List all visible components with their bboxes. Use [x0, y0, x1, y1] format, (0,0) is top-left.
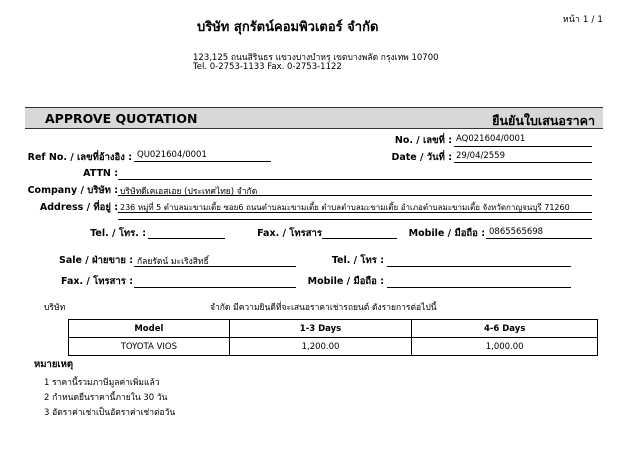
intro-text: จำกัด มีความยินดีที่จะเสนอราคาเช่ารถยนต์ ดังรายการต่อไปนี้ [210, 303, 437, 313]
cell-price-1-3: 1,200.00 [229, 338, 412, 356]
sales-tel-underline [387, 266, 571, 267]
mobile-label: Mobile / มือถือ : [408, 228, 485, 239]
tel-underline [148, 238, 225, 239]
tel-label: Tel. / โทร. : [90, 228, 146, 239]
no-label: No. / เลขที่ : [394, 135, 452, 146]
title-english: APPROVE QUOTATION [45, 111, 198, 126]
mobile-underline [486, 238, 592, 239]
sale-underline [134, 266, 296, 267]
note-item: 2 กำหนดยืนราคานี้ภายใน 30 วัน [44, 393, 168, 403]
address-underline [118, 212, 592, 213]
sales-tel-label: Tel. / โทร : [331, 255, 384, 266]
attn-label: ATTN : [83, 168, 118, 179]
title-bar [25, 107, 603, 129]
sale-label: Sale / ฝ่ายขาย : [58, 255, 133, 266]
note-item: 1 ราคานี้รวมภาษีมูลค่าเพิ่มแล้ว [44, 378, 160, 388]
sales-mobile-label: Mobile / มือถือ : [307, 276, 384, 287]
sales-mobile-underline [387, 287, 571, 288]
quotation-table [68, 319, 598, 356]
ref-value: QU021604/0001 [137, 150, 207, 160]
attn-underline [118, 179, 592, 180]
cell-model: TOYOTA VIOS [69, 338, 230, 356]
date-value: 29/04/2559 [456, 151, 505, 161]
company-name: บริษัท สุกรัตน์คอมพิวเตอร์ จำกัด [197, 20, 379, 35]
company-label: Company / บริษัท : [27, 185, 118, 196]
address-underline-2 [118, 219, 592, 220]
notes-title: หมายเหตุ [34, 359, 74, 370]
table-header-row [69, 320, 598, 338]
ref-underline [134, 161, 271, 162]
sale-value: กัลยรัตน์ มะเริงสิทธิ์ [137, 257, 209, 267]
date-label: Date / วันที่ : [391, 152, 452, 163]
cell-price-4-6: 1,000.00 [412, 338, 598, 356]
fax-label: Fax. / โทรสาร [257, 228, 322, 239]
note-item: 3 อัตราค่าเช่าเป็นอัตราค่าเช่าต่อวัน [44, 408, 176, 418]
mobile-value: 0865565698 [489, 227, 544, 237]
company-value: บริษัทดีเคเอสเอย (ประเทศไทย) จำกัด [120, 187, 258, 197]
intro-prefix: บริษัท [44, 303, 66, 313]
header-model: Model [69, 320, 230, 338]
address-value: 236 หมู่ที่ 5 ตำบลมะขามเตี้ย ซอย6 ถนนตำบลมะขามเตี้ย ตำบลตำบลมะขามเตี้ย อำเภอตำบลมะขามเตี้ย จังหวัดกาญจนบุรี 71260 [120, 203, 570, 212]
address-label: Address / ที่อยู่ : [39, 202, 118, 213]
company-address: 123,125 ถนนสิรินธร แขวงบางบำหรุ เขตบางพลัด กรุงเทพ 10700 [193, 53, 439, 63]
sales-fax-label: Fax. / โทรสาร : [61, 276, 133, 287]
date-underline [454, 162, 592, 163]
no-value: AQ021604/0001 [456, 134, 526, 144]
company-underline [118, 195, 592, 196]
company-contact: Tel. 0-2753-1133 Fax. 0-2753-1122 [193, 62, 342, 72]
no-underline [454, 146, 592, 147]
page-number: หน้า 1 / 1 [562, 15, 603, 25]
fax-underline [322, 238, 397, 239]
title-thai: ยืนยันใบเสนอราคา [492, 113, 595, 128]
table-row [69, 338, 598, 356]
header-4-6-days: 4-6 Days [412, 320, 598, 338]
header-1-3-days: 1-3 Days [229, 320, 412, 338]
sales-fax-underline [134, 287, 296, 288]
ref-label: Ref No. / เลขที่อ้างอิง : [27, 152, 132, 163]
